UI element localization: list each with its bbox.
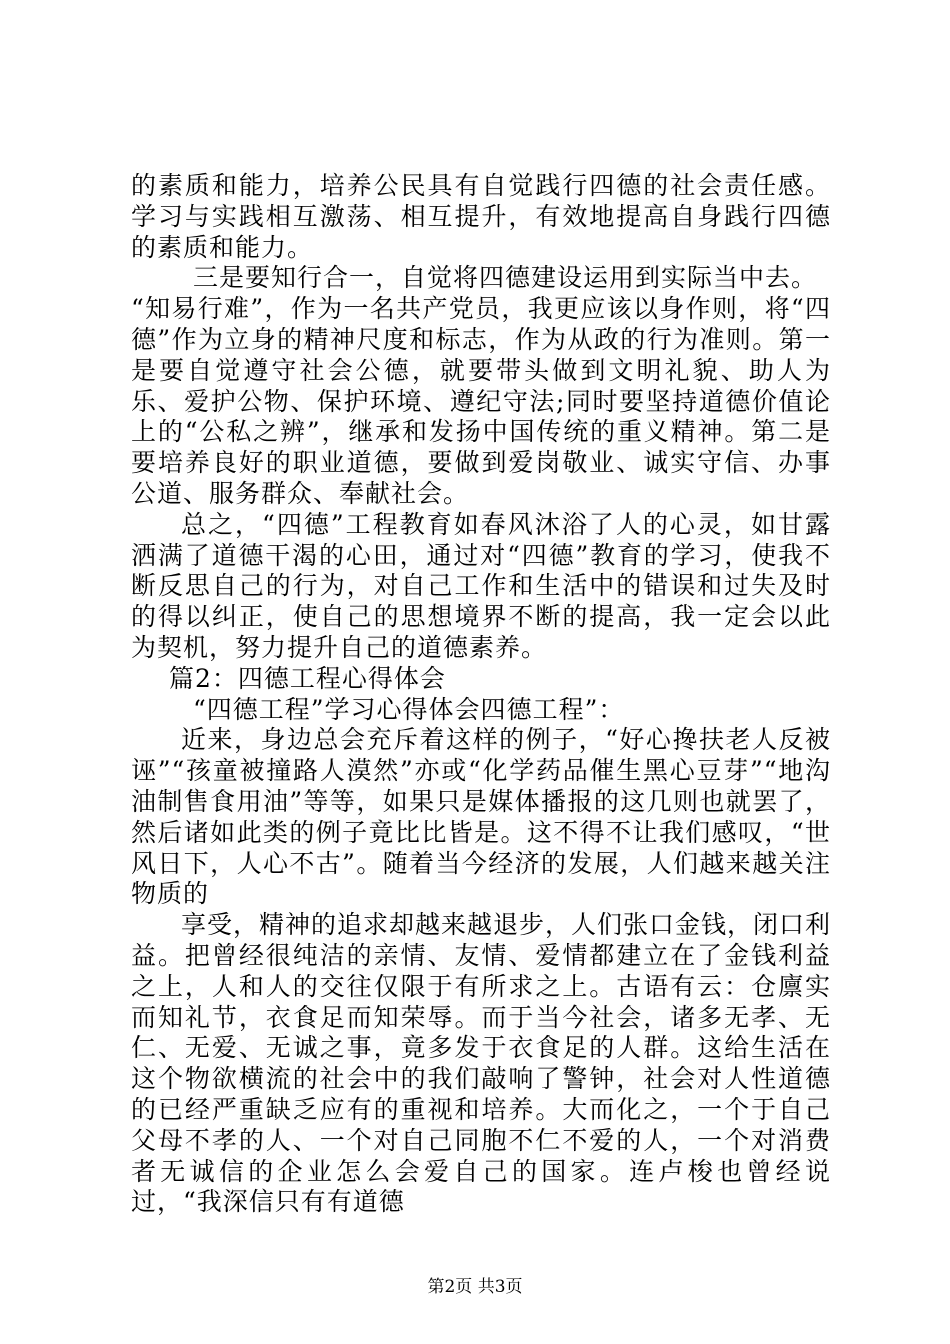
document-body (131, 171, 831, 1218)
paragraph-recent-examples: 近来，身边总会充斥着这样的例子，“好心搀扶老人反被诬”“孩童被撞路人漠然”亦或“化学药品催生黑心豆芽”“地沟油制售食用油”等等，如果只是媒体播报的这几则也就罢了，然后诸如此类的例子竟比比皆是。这不得不让我们感叹，“世风日下，人心不古”。随着当今经济的发展，人们越来越关注物质的 (131, 725, 831, 909)
paragraph-quality-ability: 的素质和能力，培养公民具有自觉践行四德的社会责任感。学习与实践相互激荡、相互提升，有效地提高自身践行四德的素质和能力。 (131, 171, 831, 262)
paragraph-knowing-easy: “知易行难”，作为一名共产党员，我更应该以身作则，将“四德”作为立身的精神尺度和标志，作为从政的行为准则。第一是要自觉遵守社会公德，就要带头做到文明礼貌、助人为乐、爱护公物、保护环境、遵纪守法;同时要坚持道德价值论上的“公私之辨”，继承和发扬中国传统的重义精神。第二是要培养良好的职业道德，要做到爱岗敬业、诚实守信、办事公道、服务群众、奉献社会。 (131, 294, 831, 508)
section-heading: 篇2：四德工程心得体会 (169, 663, 446, 693)
paragraph-conclusion: 总之，“四德”工程教育如春风沐浴了人的心灵，如甘露洒满了道德干渴的心田，通过对“四德”教育的学习，使我不断反思自己的行为，对自己工作和生活中的错误和过失及时的得以纠正，使自己的思想境界不断的提高，我一定会以此为契机，努力提升自己的道德素养。 (131, 509, 831, 662)
paragraph-knowledge-action: 三是要知行合一，自觉将四德建设运用到实际当中去。 (193, 263, 818, 293)
section-subtitle: “四德工程”学习心得体会四德工程”： (193, 694, 625, 724)
page-footer: 第2页 共3页 (427, 1277, 523, 1297)
paragraph-enjoyment: 享受，精神的追求却越来越退步，人们张口金钱，闭口利益。把曾经很纯洁的亲情、友情、爱情都建立在了金钱利益之上，人和人的交往仅限于有所求之上。古语有云：仓廪实而知礼节，衣食足而知荣辱。而于当今社会，诸多无孝、无仁、无爱、无诚之事，竟多发于衣食足的人群。这给生活在这个物欲横流的社会中的我们敲响了警钟，社会对人性道德的已经严重缺乏应有的重视和培养。大而化之，一个于自己父母不孝的人、一个对自己同胞不仁不爱的人，一个对消费者无诚信的企业怎么会爱自己的国家。连卢梭也曾经说过，“我深信只有有道德 (131, 910, 832, 1217)
